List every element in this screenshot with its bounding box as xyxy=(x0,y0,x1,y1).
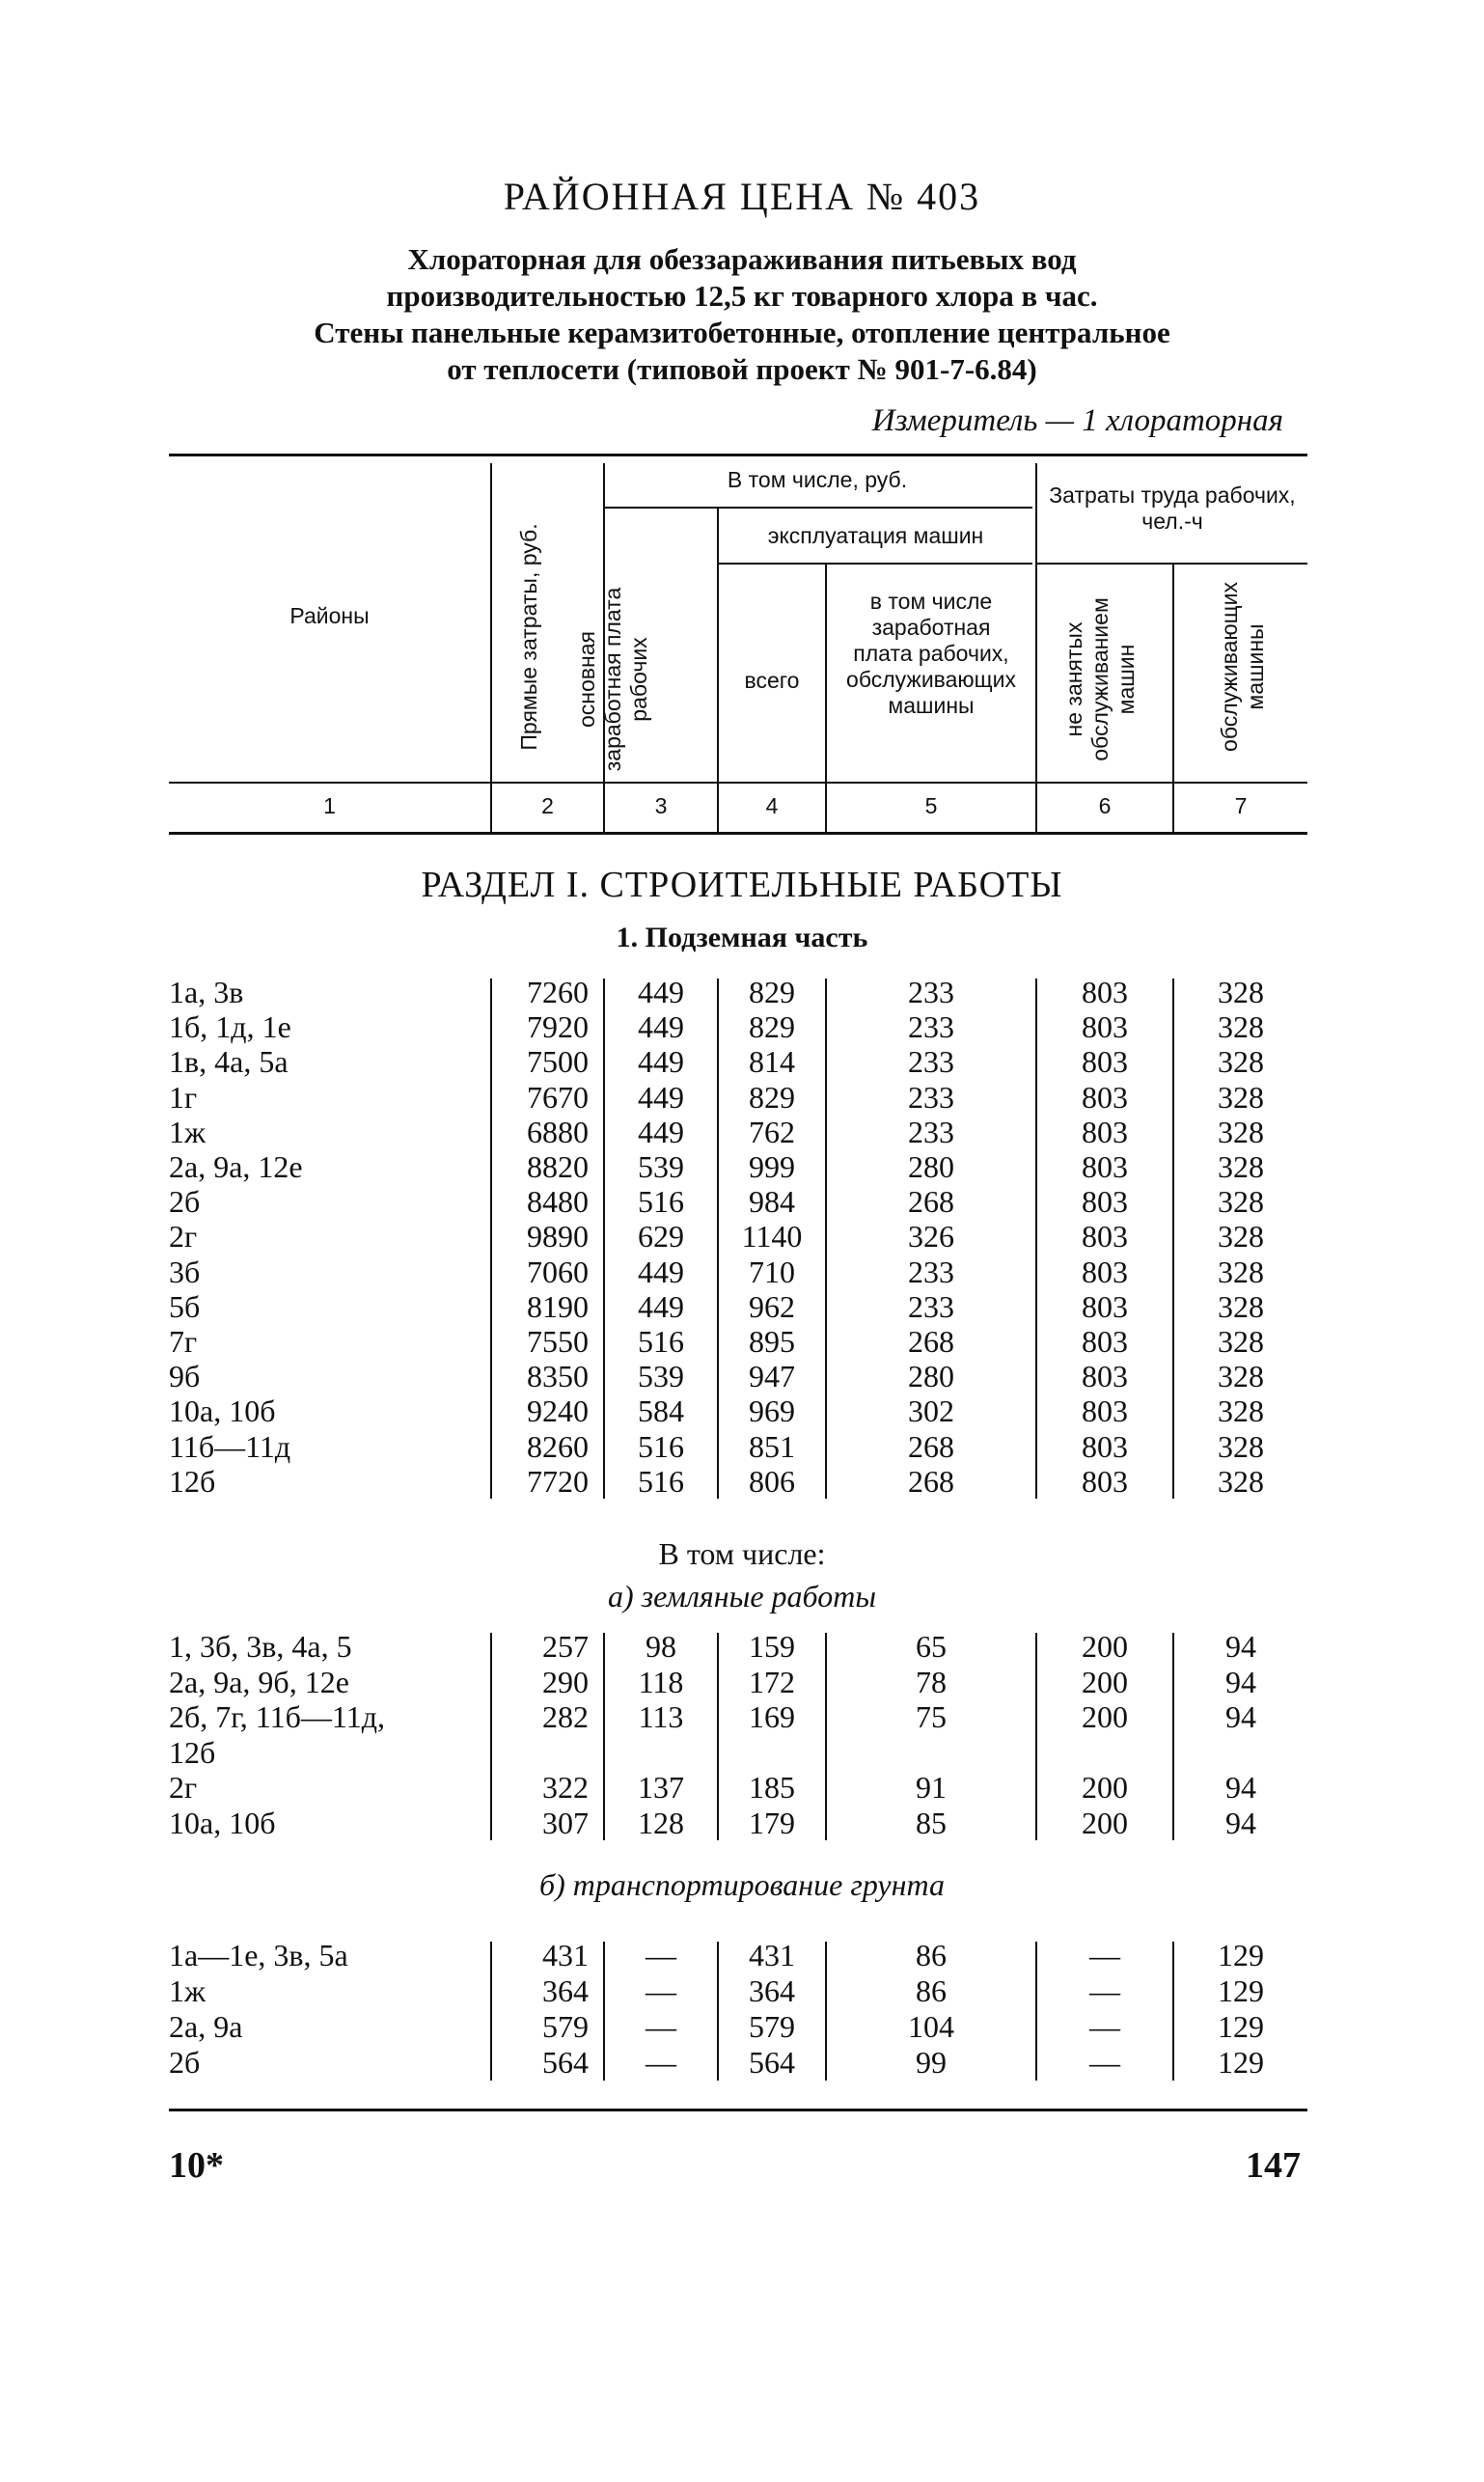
region-cell: 1ж xyxy=(169,1973,206,2008)
table-row xyxy=(169,2009,1307,2044)
table-row xyxy=(169,2045,1307,2080)
value-cell: — xyxy=(646,2009,676,2044)
value-cell: 328 xyxy=(1218,1324,1264,1359)
column-rule xyxy=(603,1942,605,2081)
table-row xyxy=(169,1938,1307,1972)
table-header xyxy=(169,454,1307,830)
region-cell: 10а, 10б xyxy=(169,1805,276,1840)
column-number: 6 xyxy=(1098,793,1112,818)
value-cell: — xyxy=(646,1938,676,1972)
header-labor-costs: Затраты труда рабочих, чел.-ч xyxy=(1049,483,1296,534)
table-row xyxy=(169,1806,1307,1840)
value-cell: 104 xyxy=(908,2009,954,2044)
value-cell: 814 xyxy=(749,1044,795,1080)
value-cell: 7550 xyxy=(527,1324,589,1359)
value-cell: 364 xyxy=(542,1973,589,2008)
header-regions: Районы xyxy=(289,603,370,628)
value-cell: 328 xyxy=(1218,1079,1264,1115)
value-cell: 516 xyxy=(638,1463,684,1499)
page-number: 147 xyxy=(1246,2145,1301,2186)
value-cell: 129 xyxy=(1218,1973,1264,2008)
section-title: РАЗДЕЛ I. СТРОИТЕЛЬНЫЕ РАБОТЫ xyxy=(421,865,1063,905)
column-number: 1 xyxy=(323,793,336,818)
value-cell: 233 xyxy=(908,1288,954,1324)
value-cell: 584 xyxy=(638,1393,684,1429)
value-cell: — xyxy=(1089,1938,1120,1972)
value-cell: 322 xyxy=(542,1770,589,1805)
value-cell: 257 xyxy=(542,1629,589,1664)
value-cell: 803 xyxy=(1082,1219,1128,1255)
region-cell: 2а, 9а xyxy=(169,2009,243,2044)
value-cell: 99 xyxy=(916,2045,947,2080)
value-cell: 185 xyxy=(749,1770,795,1805)
table-row xyxy=(169,1973,1307,2008)
value-cell: 449 xyxy=(638,1254,684,1289)
value-cell: 829 xyxy=(749,975,795,1009)
value-cell: 947 xyxy=(749,1359,795,1394)
column-number: 4 xyxy=(765,793,779,818)
column-rule xyxy=(717,1633,719,1840)
value-cell: 449 xyxy=(638,1114,684,1149)
value-cell: 94 xyxy=(1225,1805,1256,1840)
value-cell: 806 xyxy=(749,1463,795,1499)
value-cell: 969 xyxy=(749,1393,795,1429)
value-cell: 431 xyxy=(542,1938,589,1972)
value-cell: 328 xyxy=(1218,1044,1264,1080)
region-cell: 2г xyxy=(169,1219,198,1255)
region-cell: 2а, 9а, 9б, 12е xyxy=(169,1664,349,1699)
region-cell: 2б xyxy=(169,1184,201,1220)
header-machine-operation: эксплуатация машин xyxy=(767,523,984,548)
value-cell: 129 xyxy=(1218,2009,1264,2044)
region-cell: 2б xyxy=(169,2045,201,2080)
value-cell: 233 xyxy=(908,1044,954,1080)
value-cell: 94 xyxy=(1225,1664,1256,1699)
value-cell: 113 xyxy=(638,1699,684,1734)
value-cell: 98 xyxy=(646,1629,676,1664)
table-row xyxy=(169,1219,1307,1254)
value-cell: 85 xyxy=(916,1805,947,1840)
column-rule xyxy=(603,1633,605,1840)
value-cell: 129 xyxy=(1218,1938,1264,1972)
value-cell: 328 xyxy=(1218,975,1264,1009)
value-cell: 364 xyxy=(749,1973,795,2008)
value-cell: — xyxy=(646,2045,676,2080)
column-rule xyxy=(1172,979,1174,1499)
value-cell: 129 xyxy=(1218,2045,1264,2080)
value-cell: 233 xyxy=(908,1079,954,1115)
table-row xyxy=(169,1464,1307,1499)
value-cell: 307 xyxy=(542,1805,589,1840)
value-cell: 118 xyxy=(638,1664,684,1699)
footer-mark: 10* xyxy=(169,2145,224,2186)
column-rule xyxy=(717,979,719,1499)
value-cell: 169 xyxy=(749,1699,795,1734)
column-rule xyxy=(490,979,492,1499)
value-cell: 200 xyxy=(1082,1629,1128,1664)
table-row xyxy=(169,1115,1307,1149)
value-cell: 449 xyxy=(638,1044,684,1080)
value-cell: 326 xyxy=(908,1219,954,1255)
region-cell: 12б xyxy=(169,1734,216,1770)
value-cell: 78 xyxy=(916,1664,947,1699)
subtitle-line: от теплосети (типовой проект № 901-7-6.84) xyxy=(447,352,1037,386)
region-cell: 7г xyxy=(169,1324,198,1359)
value-cell: 233 xyxy=(908,1009,954,1045)
header-including: В том числе, руб. xyxy=(727,467,908,492)
column-number: 2 xyxy=(541,793,554,818)
value-cell: 803 xyxy=(1082,1463,1128,1499)
region-cell: 1а—1е, 3в, 5а xyxy=(169,1938,348,1972)
region-cell: 9б xyxy=(169,1359,201,1394)
column-number: 5 xyxy=(924,793,938,818)
value-cell: 984 xyxy=(749,1184,795,1220)
column-rule xyxy=(1172,1633,1174,1840)
value-cell: 895 xyxy=(749,1324,795,1359)
value-cell: 803 xyxy=(1082,1009,1128,1045)
value-cell: 7720 xyxy=(527,1463,589,1499)
value-cell: 999 xyxy=(749,1149,795,1184)
subtitle-line: Стены панельные керамзитобетонные, отопление центральное xyxy=(314,316,1170,349)
value-cell: 94 xyxy=(1225,1629,1256,1664)
table-row xyxy=(169,1080,1307,1115)
value-cell: 579 xyxy=(749,2009,795,2044)
header-total: всего xyxy=(744,668,800,693)
value-cell: 803 xyxy=(1082,975,1128,1009)
value-cell: 6880 xyxy=(527,1114,589,1149)
header-machine-wages: в том числе заработная плата рабочих, обслуживающих машины xyxy=(846,589,1016,718)
value-cell: 328 xyxy=(1218,1114,1264,1149)
value-cell: 564 xyxy=(542,2045,589,2080)
region-cell: 10а, 10б xyxy=(169,1393,276,1429)
value-cell: 803 xyxy=(1082,1044,1128,1080)
region-cell: 2г xyxy=(169,1770,198,1805)
value-cell: — xyxy=(1089,2045,1120,2080)
region-cell: 1б, 1д, 1е xyxy=(169,1009,291,1045)
value-cell: 7260 xyxy=(527,975,589,1009)
value-cell: 8190 xyxy=(527,1288,589,1324)
page-title: РАЙОННАЯ ЦЕНА № 403 xyxy=(503,175,981,218)
value-cell: 962 xyxy=(749,1288,795,1324)
value-cell: 9240 xyxy=(527,1393,589,1429)
value-cell: 516 xyxy=(638,1428,684,1464)
table-row xyxy=(169,1770,1307,1805)
value-cell: 328 xyxy=(1218,1009,1264,1045)
column-rule xyxy=(490,1633,492,1840)
value-cell: — xyxy=(1089,2009,1120,2044)
table-row xyxy=(169,1735,1307,1770)
value-cell: 128 xyxy=(638,1805,684,1840)
region-cell: 1г xyxy=(169,1079,198,1115)
column-rule xyxy=(1035,1633,1037,1840)
value-cell: 268 xyxy=(908,1463,954,1499)
region-cell: 12б xyxy=(169,1463,216,1499)
value-cell: 516 xyxy=(638,1184,684,1220)
value-cell: 65 xyxy=(916,1629,947,1664)
value-cell: 328 xyxy=(1218,1149,1264,1184)
value-cell: 328 xyxy=(1218,1288,1264,1324)
value-cell: 803 xyxy=(1082,1149,1128,1184)
value-cell: — xyxy=(646,1973,676,2008)
value-cell: 302 xyxy=(908,1393,954,1429)
value-cell: 233 xyxy=(908,1114,954,1149)
value-cell: 449 xyxy=(638,975,684,1009)
table-row xyxy=(169,1393,1307,1428)
value-cell: 268 xyxy=(908,1428,954,1464)
value-cell: 200 xyxy=(1082,1699,1128,1734)
value-cell: 280 xyxy=(908,1149,954,1184)
region-cell: 1ж xyxy=(169,1114,206,1149)
table-row xyxy=(169,1255,1307,1289)
value-cell: 7670 xyxy=(527,1079,589,1115)
column-number: 7 xyxy=(1234,793,1248,818)
table-row xyxy=(169,1009,1307,1044)
value-cell: 94 xyxy=(1225,1770,1256,1805)
region-cell: 3б xyxy=(169,1254,201,1289)
value-cell: 8820 xyxy=(527,1149,589,1184)
value-cell: 8480 xyxy=(527,1184,589,1220)
value-cell: 539 xyxy=(638,1149,684,1184)
table-row xyxy=(169,1289,1307,1324)
value-cell: 449 xyxy=(638,1288,684,1324)
value-cell: 200 xyxy=(1082,1770,1128,1805)
value-cell: 290 xyxy=(542,1664,589,1699)
table-row xyxy=(169,1184,1307,1219)
value-cell: 9890 xyxy=(527,1219,589,1255)
including-label: В том числе: xyxy=(658,1536,826,1571)
table-row xyxy=(169,1044,1307,1079)
value-cell: 803 xyxy=(1082,1079,1128,1115)
subsection-title: 1. Подземная часть xyxy=(616,922,868,953)
region-cell: 5б xyxy=(169,1288,201,1324)
value-cell: 75 xyxy=(916,1699,947,1734)
value-cell: 851 xyxy=(749,1428,795,1464)
value-cell: 86 xyxy=(916,1973,947,2008)
value-cell: 449 xyxy=(638,1079,684,1115)
region-cell: 1, 3б, 3в, 4а, 5 xyxy=(169,1629,352,1664)
column-rule xyxy=(1035,1942,1037,2081)
value-cell: 200 xyxy=(1082,1805,1128,1840)
region-cell: 1в, 4а, 5а xyxy=(169,1044,289,1080)
subtitle-line: производительностью 12,5 кг товарного хлора в час. xyxy=(386,279,1098,313)
value-cell: 159 xyxy=(749,1629,795,1664)
value-cell: 280 xyxy=(908,1359,954,1394)
value-cell: 328 xyxy=(1218,1463,1264,1499)
value-cell: 803 xyxy=(1082,1254,1128,1289)
value-cell: 803 xyxy=(1082,1184,1128,1220)
region-cell: 2б, 7г, 11б—11д, xyxy=(169,1699,385,1734)
value-cell: 564 xyxy=(749,2045,795,2080)
value-cell: 710 xyxy=(749,1254,795,1289)
meter-note: Измеритель — 1 хлораторная xyxy=(871,403,1283,438)
value-cell: 8260 xyxy=(527,1428,589,1464)
value-cell: 803 xyxy=(1082,1393,1128,1429)
value-cell: 328 xyxy=(1218,1428,1264,1464)
value-cell: 803 xyxy=(1082,1324,1128,1359)
value-cell: 328 xyxy=(1218,1359,1264,1394)
value-cell: 539 xyxy=(638,1359,684,1394)
value-cell: 829 xyxy=(749,1009,795,1045)
value-cell: 8350 xyxy=(527,1359,589,1394)
value-cell: 449 xyxy=(638,1009,684,1045)
table-row xyxy=(169,1665,1307,1699)
value-cell: 200 xyxy=(1082,1664,1128,1699)
value-cell: 762 xyxy=(749,1114,795,1149)
region-cell: 2а, 9а, 12е xyxy=(169,1149,303,1184)
column-rule xyxy=(825,1633,827,1840)
column-rule xyxy=(1172,1942,1174,2081)
value-cell: 172 xyxy=(749,1664,795,1699)
value-cell: 94 xyxy=(1225,1699,1256,1734)
table-row xyxy=(169,1149,1307,1184)
table-row xyxy=(169,1429,1307,1464)
value-cell: 1140 xyxy=(741,1219,803,1255)
column-rule xyxy=(717,1942,719,2081)
value-cell: 431 xyxy=(749,1938,795,1972)
column-rule xyxy=(603,979,605,1499)
subtitle xyxy=(0,241,1484,388)
value-cell: 179 xyxy=(749,1805,795,1840)
value-cell: 516 xyxy=(638,1324,684,1359)
subtitle-line: Хлораторная для обеззараживания питьевых вод xyxy=(407,242,1077,276)
column-rule xyxy=(825,979,827,1499)
column-rule xyxy=(490,1942,492,2081)
value-cell: 7060 xyxy=(527,1254,589,1289)
value-cell: 328 xyxy=(1218,1184,1264,1220)
value-cell: 803 xyxy=(1082,1288,1128,1324)
column-rule xyxy=(825,1942,827,2081)
transport-title: б) транспортирование грунта xyxy=(538,1867,945,1902)
value-cell: 803 xyxy=(1082,1359,1128,1394)
value-cell: 629 xyxy=(638,1219,684,1255)
earthworks-title: а) земляные работы xyxy=(608,1579,876,1613)
value-cell: — xyxy=(1089,1973,1120,2008)
value-cell: 7500 xyxy=(527,1044,589,1080)
header-machine-workers: обслуживающих машины xyxy=(1217,582,1268,752)
value-cell: 137 xyxy=(638,1770,684,1805)
bottom-rule xyxy=(169,2109,1307,2111)
table-row xyxy=(169,1699,1307,1734)
value-cell: 233 xyxy=(908,975,954,1009)
value-cell: 829 xyxy=(749,1079,795,1115)
value-cell: 328 xyxy=(1218,1254,1264,1289)
value-cell: 91 xyxy=(916,1770,947,1805)
value-cell: 328 xyxy=(1218,1393,1264,1429)
column-rule xyxy=(1035,979,1037,1499)
value-cell: 282 xyxy=(542,1699,589,1734)
value-cell: 233 xyxy=(908,1254,954,1289)
value-cell: 803 xyxy=(1082,1428,1128,1464)
value-cell: 86 xyxy=(916,1938,947,1972)
value-cell: 268 xyxy=(908,1324,954,1359)
value-cell: 7920 xyxy=(527,1009,589,1045)
value-cell: 268 xyxy=(908,1184,954,1220)
column-number: 3 xyxy=(654,793,668,818)
table-row xyxy=(169,1324,1307,1359)
region-cell: 11б—11д xyxy=(169,1428,291,1464)
header-not-machine-workers: не занятых обслуживанием машин xyxy=(1061,597,1139,761)
header-direct-costs: Прямые затраты, руб. xyxy=(516,523,541,751)
region-cell: 1а, 3в xyxy=(169,975,244,1009)
table-row xyxy=(169,1359,1307,1393)
table-row xyxy=(169,975,1307,1009)
value-cell: 328 xyxy=(1218,1219,1264,1255)
table-row xyxy=(169,1629,1307,1664)
header-base-wages: основная заработная плата рабочих xyxy=(574,587,651,772)
value-cell: 803 xyxy=(1082,1114,1128,1149)
value-cell: 579 xyxy=(542,2009,589,2044)
